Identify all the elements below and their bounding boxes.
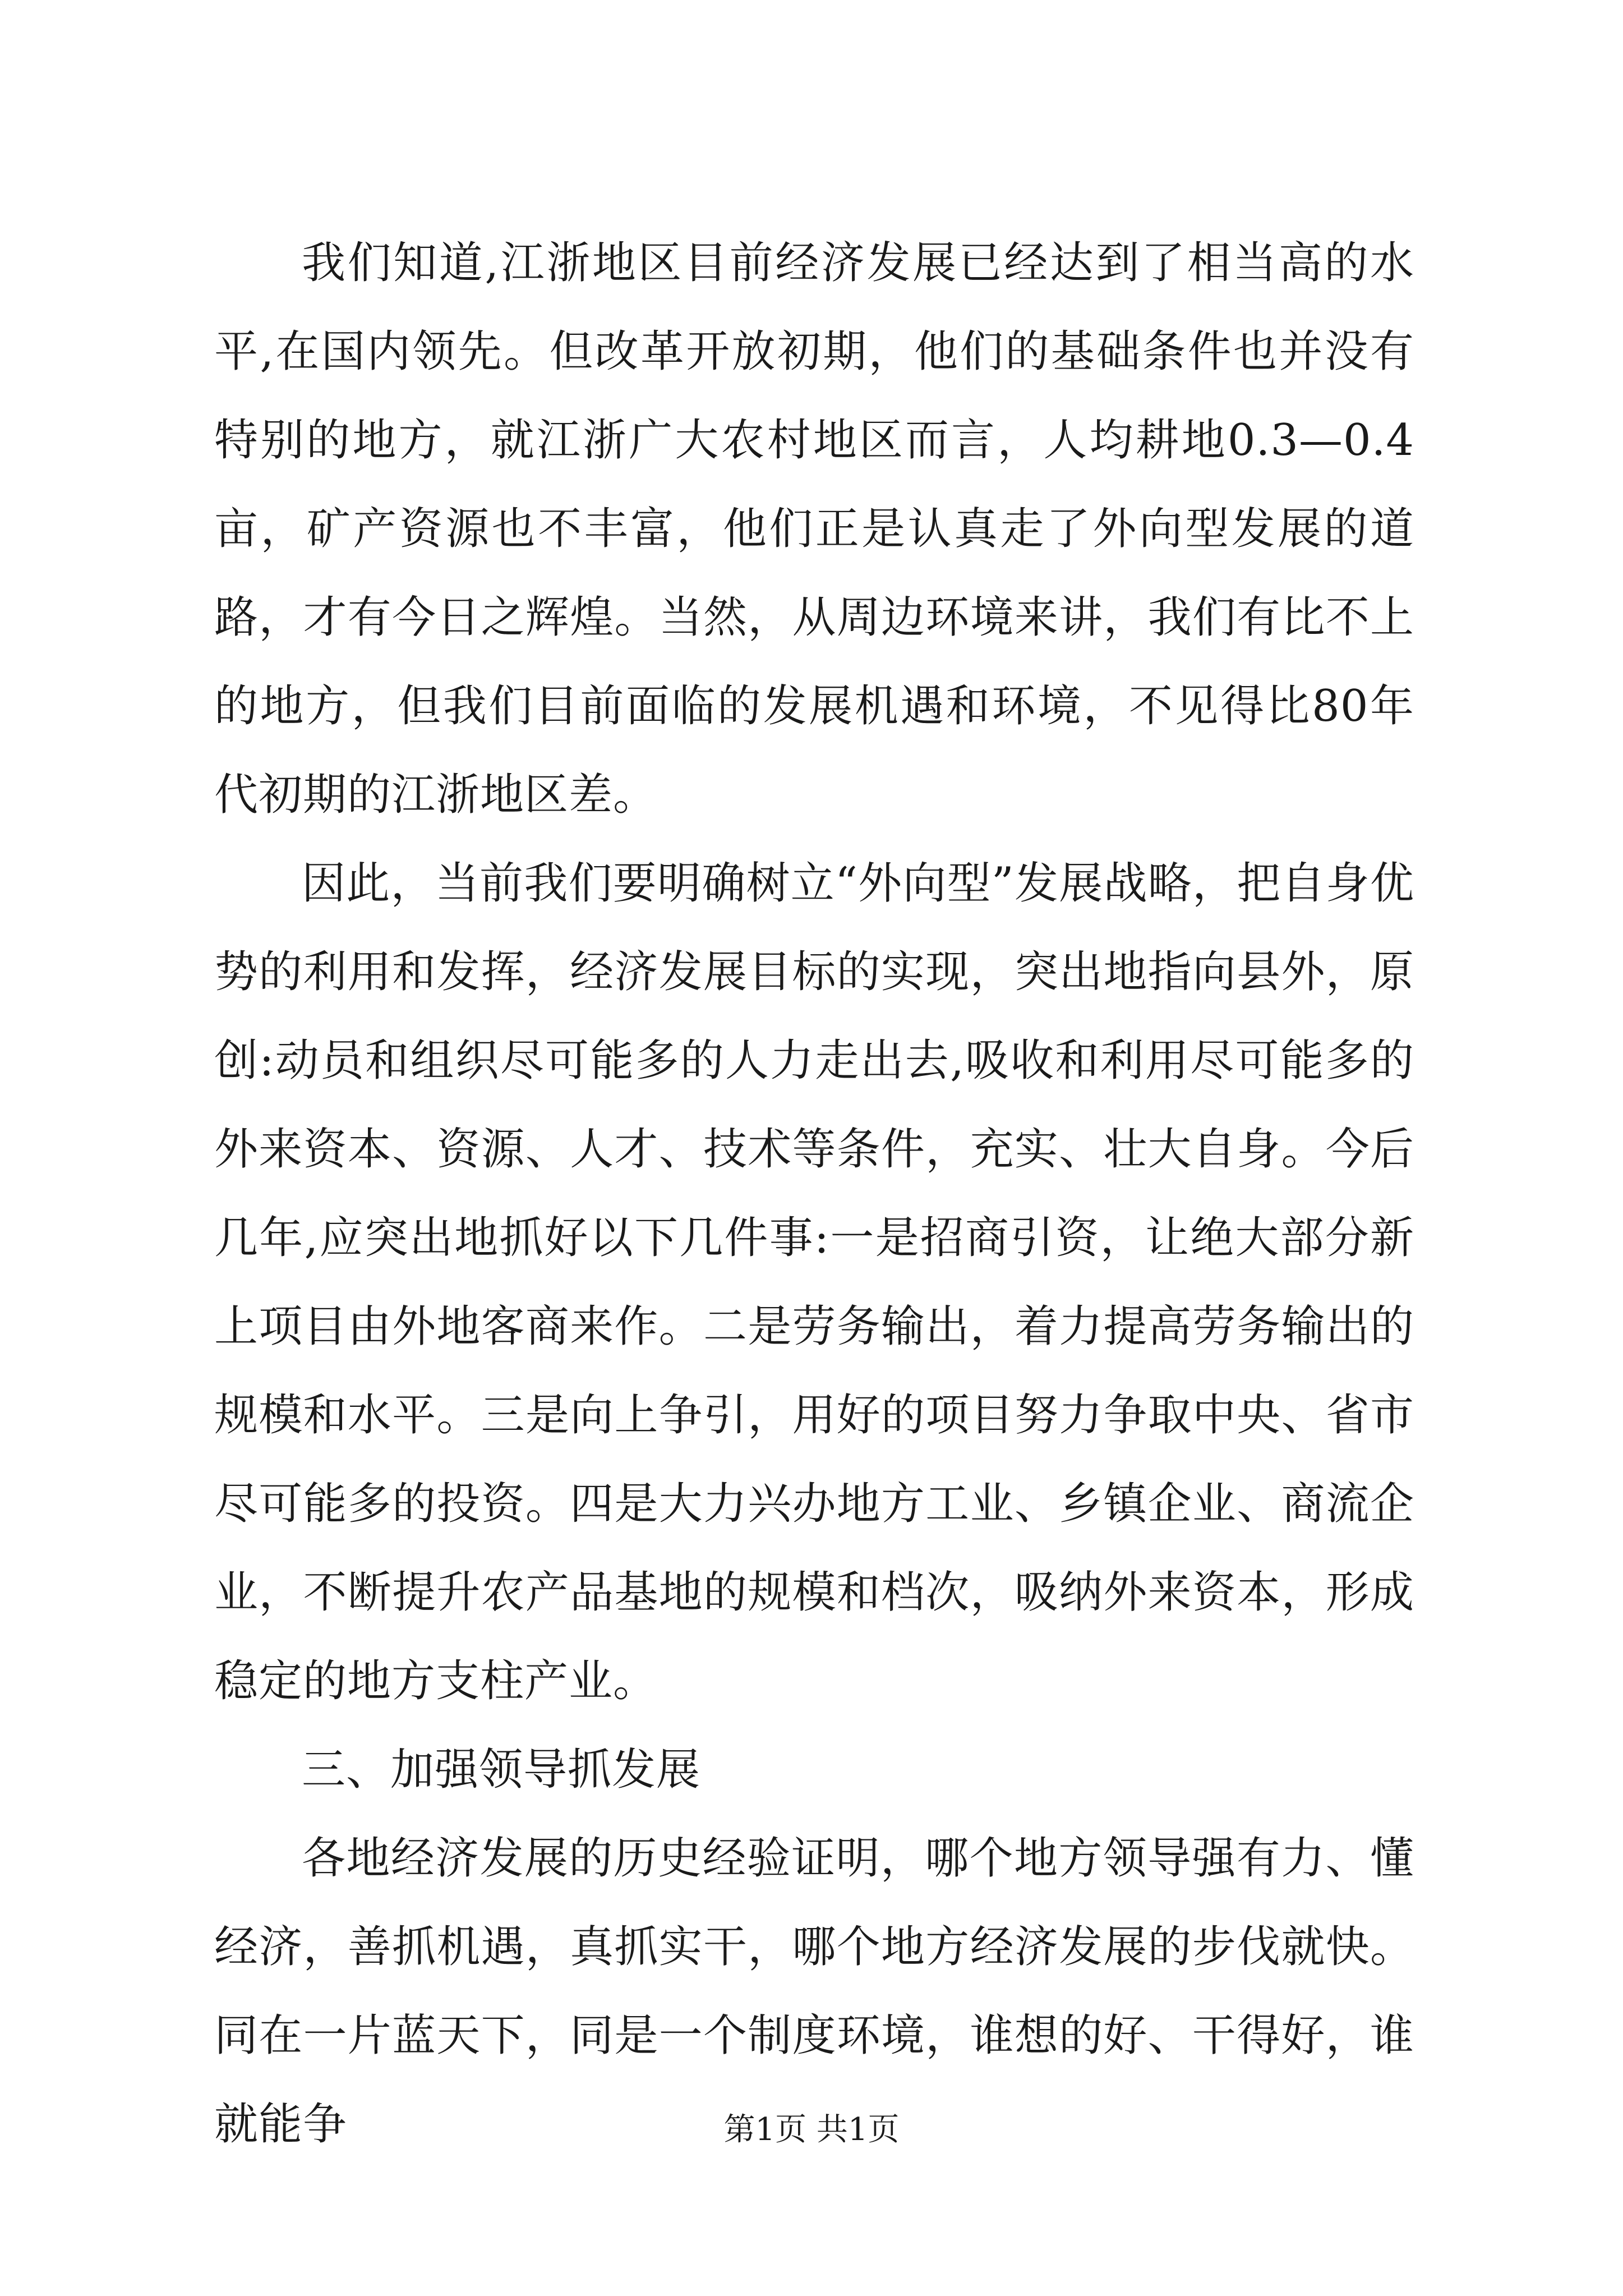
- section-heading: 三、加强领导抓发展: [302, 1745, 701, 1795]
- document-body: [214, 219, 1414, 2169]
- paragraph-leadership: 各地经济发展的历史经验证明，哪个地方领导强有力、懂经济，善抓机遇，真抓实干，哪个地方经济发展的步伐就快。同在一片蓝天下，同是一个制度环境，谁想的好、干得好，谁就能争: [214, 1833, 1414, 2150]
- page-footer: 第1页 共1页: [723, 2111, 900, 2148]
- paragraph-jiangzhe: 我们知道,江浙地区目前经济发展已经达到了相当高的水平,在国内领先。但改革开放初期，他们的基础条件也并没有特别的地方，就江浙广大农村地区而言，人均耕地0.3—0.4亩，矿产资源也不丰富，他们正是认真走了外向型发展的道路，才有今日之辉煌。当然，从周边环境来讲，我们有比不上的地方，但我们目前面临的发展机遇和环境，不见得比80年代初期的江浙地区差。: [214, 238, 1414, 820]
- paragraph-outward-strategy: 因此，当前我们要明确树立“外向型”发展战略，把自身优势的利用和发挥，经济发展目标的实现，突出地指向县外，原创:动员和组织尽可能多的人力走出去,吸收和利用尽可能多的外来资本、资源、人才、技术等条件，充实、壮大自身。今后几年,应突出地抓好以下几件事:一是招商引资，让绝大部分新上项目由外地客商来作。二是劳务输出，着力提高劳务输出的规模和水平。三是向上争引，用好的项目努力争取中央、省市尽可能多的投资。四是大力兴办地方工业、乡镇企业、商流企业，不断提升农产品基地的规模和档次，吸纳外来资本，形成稳定的地方支柱产业。: [214, 858, 1414, 1706]
